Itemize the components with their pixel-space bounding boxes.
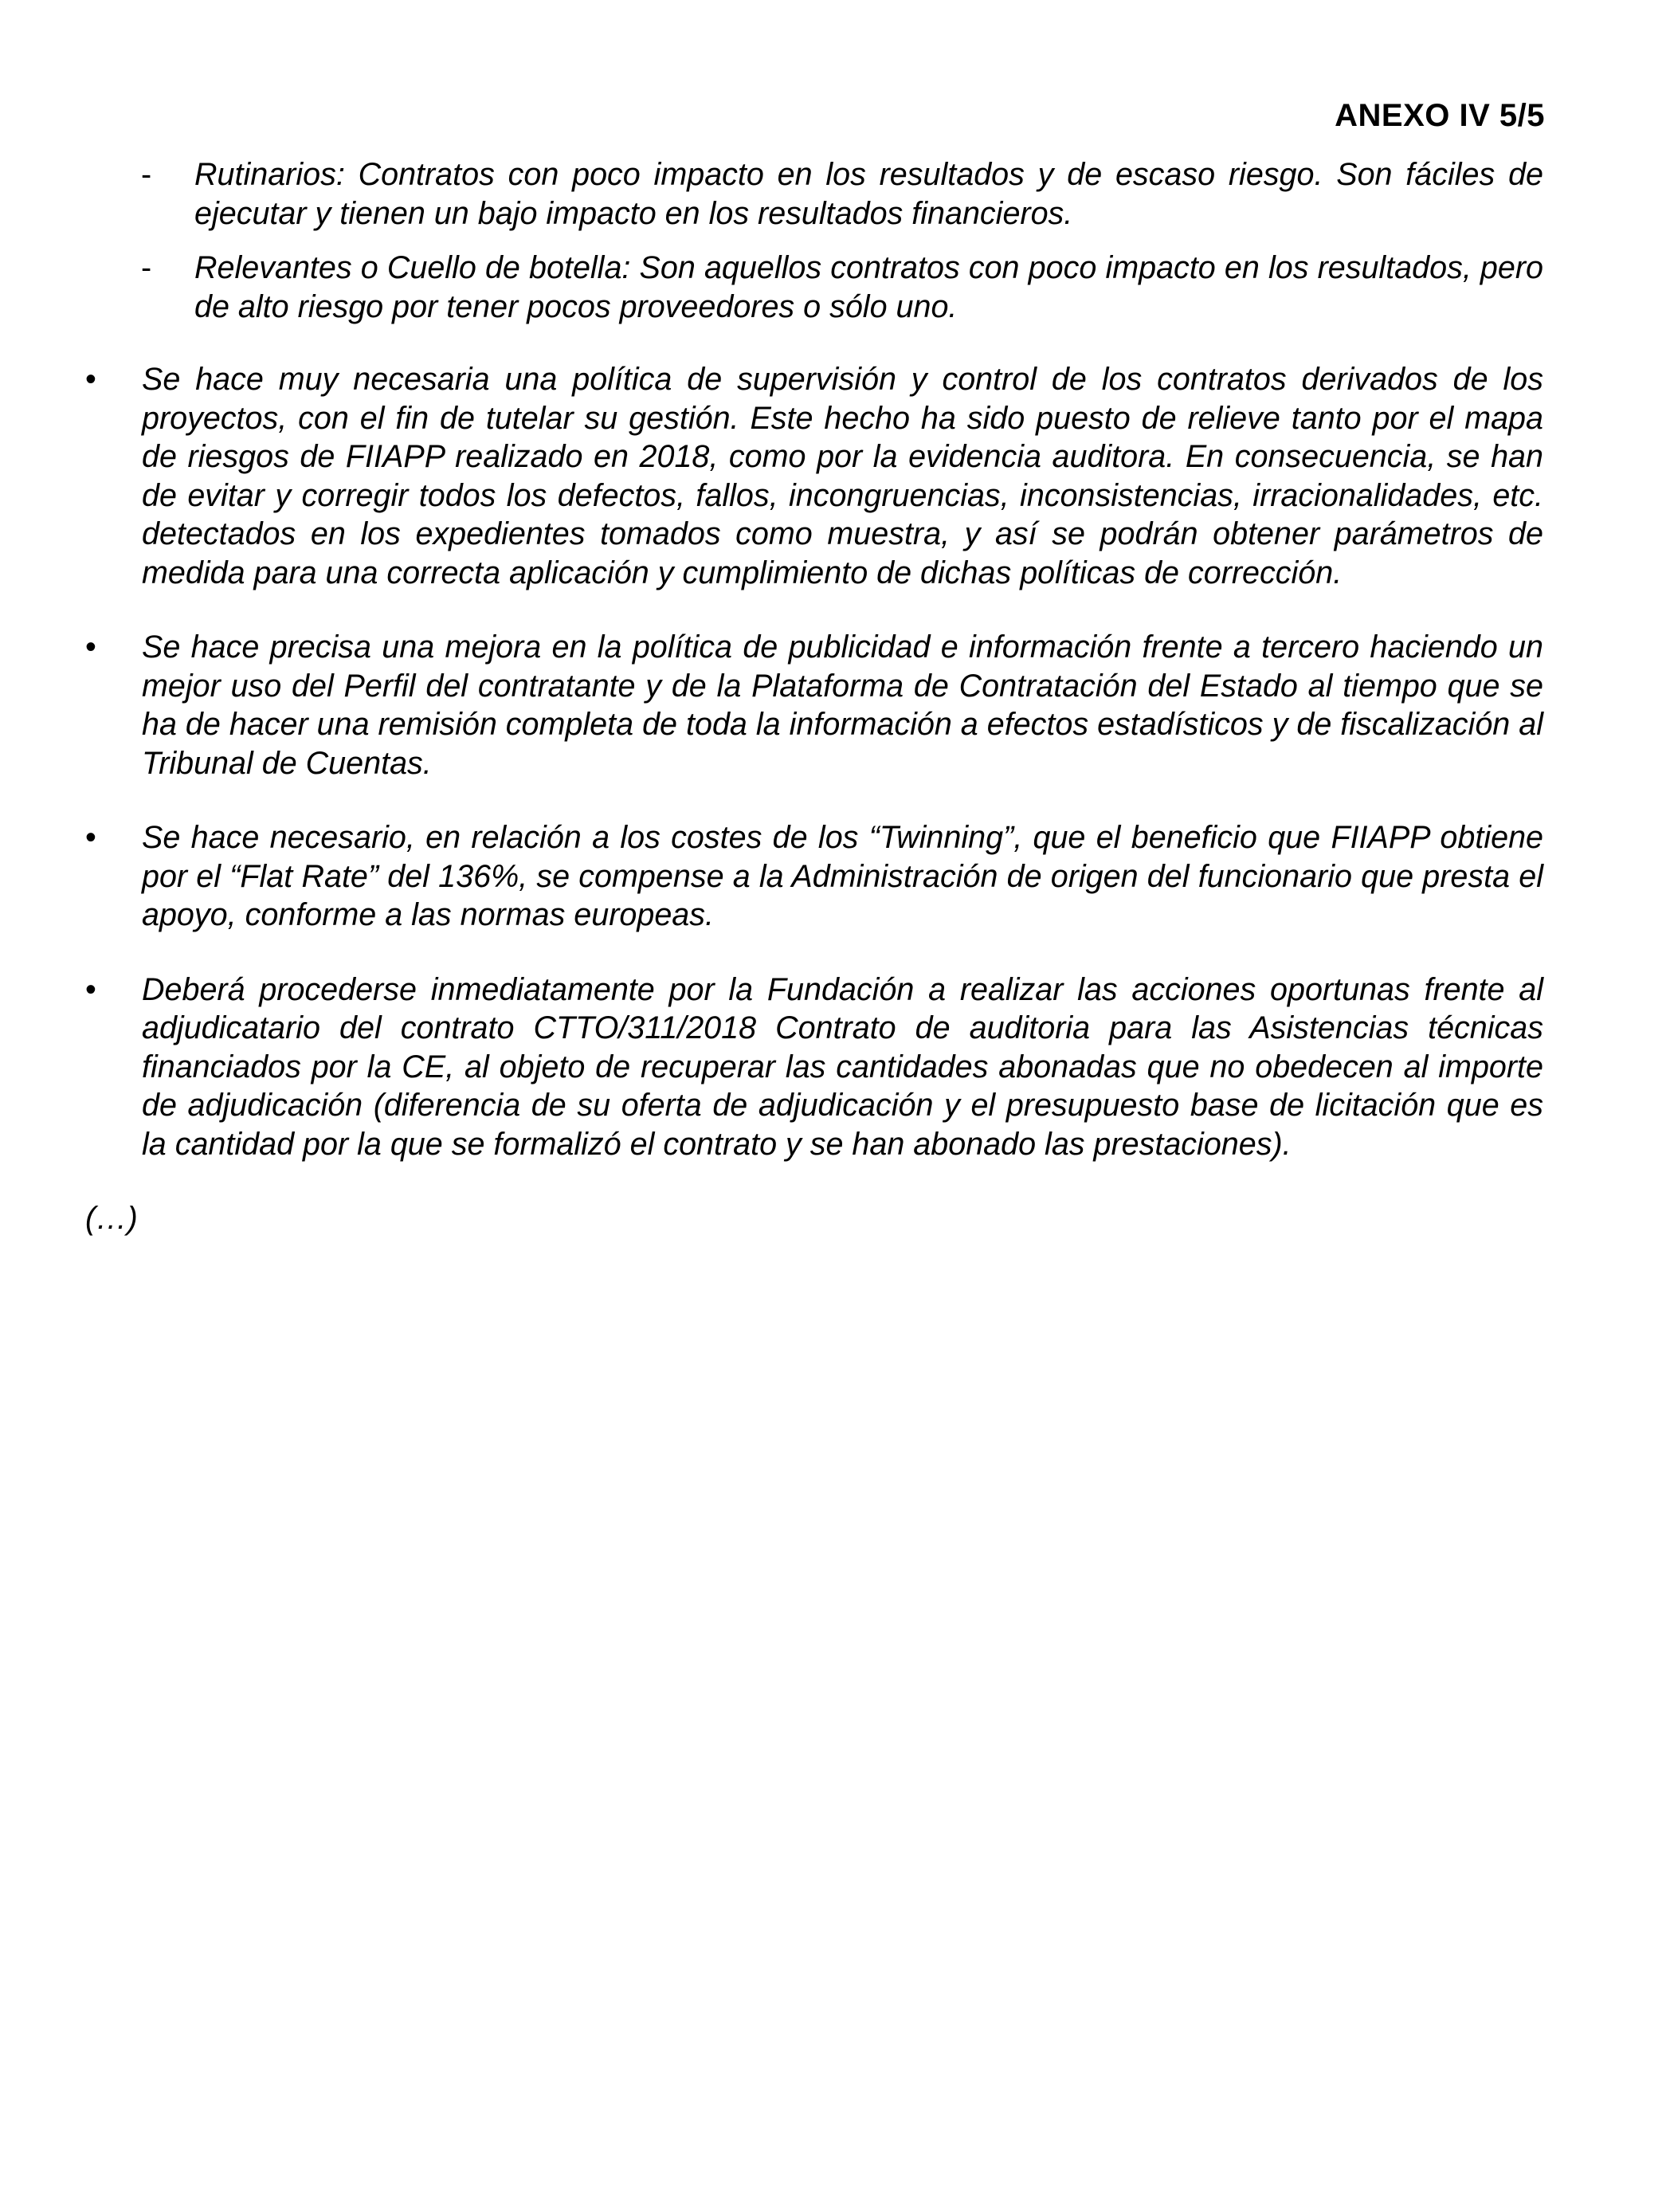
dash-list-item-relevantes: [85, 249, 1543, 326]
bullet-item-twinning: [85, 818, 1543, 935]
dash-item-text: Relevantes o Cuello de botella: Son aquellos contratos con poco impacto en los resultados, pero de alto riesgo por tener pocos proveedores o sólo uno.: [194, 250, 1543, 324]
dash-marker: -: [141, 157, 152, 192]
bullet-item-text: Deberá procederse inmediatamente por la Fundación a realizar las acciones oportunas frente al adjudicatario del contrato CTTO/311/2018 Contrato de auditoria para las Asistencias técnicas financiados por la CE, al objeto de recuperar las cantidades abonadas que no obedecen al importe de adjudicación (diferencia de su oferta de adjudicación y el presupuesto base de licitación que es la cantidad por la que se formalizó el contrato y se han abonado las prestaciones).: [142, 971, 1543, 1162]
dash-marker: -: [141, 250, 152, 285]
bullet-marker: •: [85, 362, 96, 397]
document-body: [85, 155, 1543, 1238]
dash-item-text: Rutinarios: Contratos con poco impacto en los resultados y de escaso riesgo. Son fáciles de ejecutar y tienen un bajo impacto en los resultados financieros.: [194, 157, 1543, 231]
bullet-list: [85, 360, 1543, 1163]
dash-list: [85, 155, 1543, 326]
bullet-marker: •: [85, 629, 96, 665]
dash-list-item-rutinarios: [85, 155, 1543, 233]
continuation-ellipsis: (…): [85, 1201, 138, 1236]
page-header-title: ANEXO IV 5/5: [1335, 98, 1545, 133]
bullet-item-text: Se hace precisa una mejora en la política de publicidad e información frente a tercero haciendo un mejor uso del Perfil del contratante y de la Plataforma de Contratación del Estado al tiempo que se ha de hacer una remisión completa de toda la información a efectos estadísticos y de fiscalización al Tribunal de Cuentas.: [142, 629, 1543, 781]
bullet-item-text: Se hace necesario, en relación a los costes de los “Twinning”, que el beneficio que FIIAPP obtiene por el “Flat Rate” del 136%, se compense a la Administración de origen del funcionario que presta el apoyo, conforme a las normas europeas.: [142, 820, 1543, 932]
bullet-marker: •: [85, 820, 96, 855]
bullet-item-supervision: [85, 360, 1543, 592]
bullet-item-publicidad: [85, 628, 1543, 782]
bullet-item-text: Se hace muy necesaria una política de supervisión y control de los contratos derivados de los proyectos, con el fin de tutelar su gestión. Este hecho ha sido puesto de relieve tanto por el mapa de riesgos de FIIAPP realizado en 2018, como por la evidencia auditora. En consecuencia, se han de evitar y corregir todos los defectos, fallos, incongruencias, inconsistencias, irracionalidades, etc. detectados en los expedientes tomados como muestra, y así se podrán obtener parámetros de medida para una correcta aplicación y cumplimiento de dichas políticas de corrección.: [142, 362, 1543, 590]
bullet-item-adjudicatario: [85, 971, 1543, 1164]
bullet-marker: •: [85, 971, 96, 1007]
